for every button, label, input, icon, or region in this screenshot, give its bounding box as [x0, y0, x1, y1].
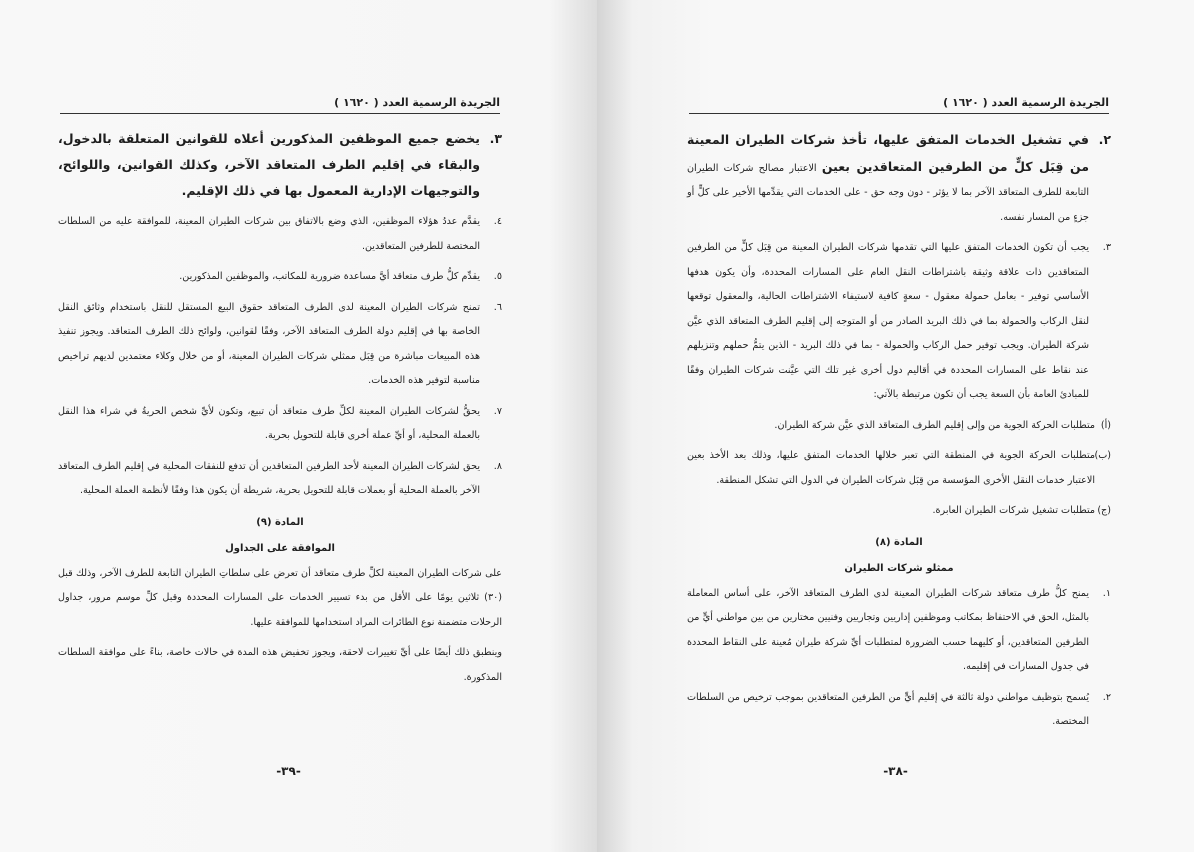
clause-number: ٨.	[493, 460, 502, 472]
clause-lead-text: في تشغيل الخدمات المتفق عليها، تأخذ شركات الطيران المعينة من قِبَل كلٍّ من الطرفين المتعاقدين بعين	[687, 132, 1089, 174]
page-body	[58, 126, 502, 696]
clause-text: يقدِّم كلُّ طرف متعاقد أيَّ مساعدة ضرورية للمكاتب، والموظفين المذكورين.	[179, 271, 480, 282]
article-title: الموافقة على الجداول	[225, 542, 335, 554]
clause-number: ١.	[1102, 587, 1111, 599]
clause-text: يحقُّ لشركات الطيران المعينة لكلِّ طرف متعاقد أن تبيع، وتكون لأيِّ شخص الحريةُ في شراء هذا النقل بالعملة المحلية، أو أيِّ عملة أخرى قابلة للتحويل بحرية.	[58, 405, 480, 441]
sub-item-text: متطلبات الحركة الجوية من وإلى إقليم الطرف المتعاقد الذي عيَّن شركة الطيران.	[774, 419, 1095, 431]
clause-3	[58, 126, 502, 204]
clause-2b	[687, 686, 1111, 735]
clause-number: ٢.	[1098, 132, 1111, 147]
clause-number: ٣.	[1102, 242, 1111, 253]
clause-8	[58, 455, 502, 504]
clause-text: تمنح شركات الطيران المعينة لدى الطرف المتعاقد حقوق البيع المستقل للنقل باستخدام وثائق النقل الخاصة بها في إقليم دولة الطرف المتعاقد الآخر، وفقًا لقوانين، ولوائح ذلك الطرف المتعاقد. ويجوز تنفيذ هذه المبيعات مباشرة من قِبَل ممثلي شركات الطيران المعينة، أو من خلال وكلاء معتمدين لديهم تراخيص مناسبة لتوفير هذه الخدمات.	[58, 301, 480, 386]
clause-number: ٤.	[493, 216, 502, 227]
page-body	[687, 128, 1111, 741]
right-page	[597, 0, 1194, 852]
clause-text: يخضع جميع الموظفين المذكورين أعلاه للقوانين المتعلقة بالدخول، والبقاء في إقليم الطرف المتعاقد الآخر، وكذلك القوانين، واللوائح، والتوجيهات الإدارية المعمول بها في ذلك الإقليم.	[58, 131, 480, 198]
page-number: -٣٨-	[883, 764, 908, 778]
sub-item-label: (ج)	[1097, 505, 1111, 516]
clause-text: الاعتبار مصالح شركات الطيران التابعة للطرف المتعاقد الآخر بما لا يؤثر - دون وجه حق - على الخدمات التي يقدِّمها الأخير على كلٍّ أو جزءٍ من المسار نفسه.	[687, 162, 1089, 223]
clause-number: ٥.	[493, 271, 502, 282]
article-title: ممثلو شركات الطيران	[844, 562, 954, 574]
clause-6	[58, 296, 502, 394]
page-header: الجريدة الرسمية العدد ( ١٦٢٠ )	[60, 96, 500, 114]
sub-item-a	[687, 414, 1111, 439]
article-number: المادة (٨)	[875, 536, 923, 548]
sub-item-label: (ب)	[1094, 450, 1111, 461]
clause-text: يحق لشركات الطيران المعينة لأحد الطرفين المتعاقدين أن تدفع للنفقات المحلية في إقليم الطرف المتعاقد الآخر بالعملة المحلية أو بعملات قابلة للتحويل بحرية، شريطة أن يكون هذا وفقًا لأنظمة العملة المحلية.	[58, 460, 480, 496]
clause-5	[58, 265, 502, 290]
clause-text: يقدَّم عددُ هؤلاء الموظفين، الذي وضع بالاتفاق بين شركات الطيران المعينة، للموافقة عليه من السلطات المختصة للطرفين المتعاقدين.	[58, 216, 480, 252]
clause-number: ٧.	[493, 405, 502, 417]
sub-item-text: متطلبات الحركة الجوية في المنطقة التي تعبر خلالها الخدمات المتفق عليها، وذلك بعد الأخذ بعين الاعتبار خدمات النقل الأخرى المؤسسة من قِبَل شركات الطيران في الدول التي تشكل المنطقة.	[687, 450, 1095, 486]
clause-number: ٢.	[1102, 691, 1111, 703]
sub-item-b	[687, 444, 1111, 493]
sub-item-text: متطلبات تشغيل شركات الطيران العابرة.	[932, 505, 1095, 516]
article-number: المادة (٩)	[256, 516, 304, 528]
clause-text: يُسمح بتوظيف مواطني دولة ثالثة في إقليم أيٍّ من الطرفين المتعاقدين بموجب ترخيص من السلطات المختصة.	[687, 691, 1089, 727]
clause-3	[687, 236, 1111, 408]
sub-item-label: (أ)	[1100, 419, 1111, 431]
clause-7	[58, 400, 502, 449]
clause-1	[687, 582, 1111, 680]
page-header: الجريدة الرسمية العدد ( ١٦٢٠ )	[689, 96, 1109, 114]
clause-2	[687, 128, 1111, 230]
body-paragraph: وينطبق ذلك أيضًا على أيِّ تغييرات لاحقة، ويجوز تخفيض هذه المدة في حالات خاصة، بناءً على موافقة السلطات المذكورة.	[58, 647, 502, 683]
clause-number: ٣.	[489, 131, 502, 146]
clause-text: يجب أن تكون الخدمات المتفق عليها التي تقدمها شركات الطيران المعينة من قِبَل كلٍّ من الطرفين المتعاقدين ذات علاقة وثيقة باشتراطات النقل العام على المسارات المحددة، وأن يكون هدفها الأساسي توفير - بعامل حمولة معقول - سعةٍ كافية لاستيفاء الاشتراطات الحالية، والمعقول توقعها لنقل الركاب والحمولة بما في ذلك البريد الصادر من أو المتوجه إلى إقليم الطرف المتعاقد الذي عيَّن شركة الطيران. ويجب توفير حمل الركاب والحمولة - بما في ذلك البريد - الذين يتمُّ حملهم وتنزيلهم عند نقاط على المسارات المحددة في أقاليم دول أخرى غير تلك التي عيَّنت شركات الطيران وفقًا للمبادئ العامة بأن السعة يجب أن تكون مرتبطة بالآتي:	[687, 242, 1089, 400]
page-number: -٣٩-	[276, 764, 301, 778]
sub-item-c	[687, 499, 1111, 524]
clause-number: ٦.	[493, 301, 502, 313]
body-paragraph: على شركات الطيران المعينة لكلِّ طرف متعاقد أن تعرض على سلطاتِ الطيران التابعة للطرف الآخر، وذلك قبل (٣٠) ثلاثين يومًا على الأقل من بدء تسيير الخدمات على المسارات المحددة وقبل كلِّ موسم مرور، جداول الرحلات متضمنة نوع الطائرات المراد استخدامها للموافقة عليها.	[58, 567, 502, 628]
clause-text: يمنح كلُّ طرف متعاقد شركات الطيران المعينة لدى الطرف المتعاقد الآخر، على أساس المعاملة بالمثل، الحق في الاحتفاظ بمكاتب وموظفين إداريين وتجاريين وفنيين مختارين من بين مواطني أيٍّ من الطرفين المتعاقدين، أو كليهما حسب الضرورة لمتطلبات أيِّ شركة طيران مُعينة على النقاط المحددة في جدول المسارات في إقليمه.	[687, 587, 1089, 672]
clause-4	[58, 210, 502, 259]
